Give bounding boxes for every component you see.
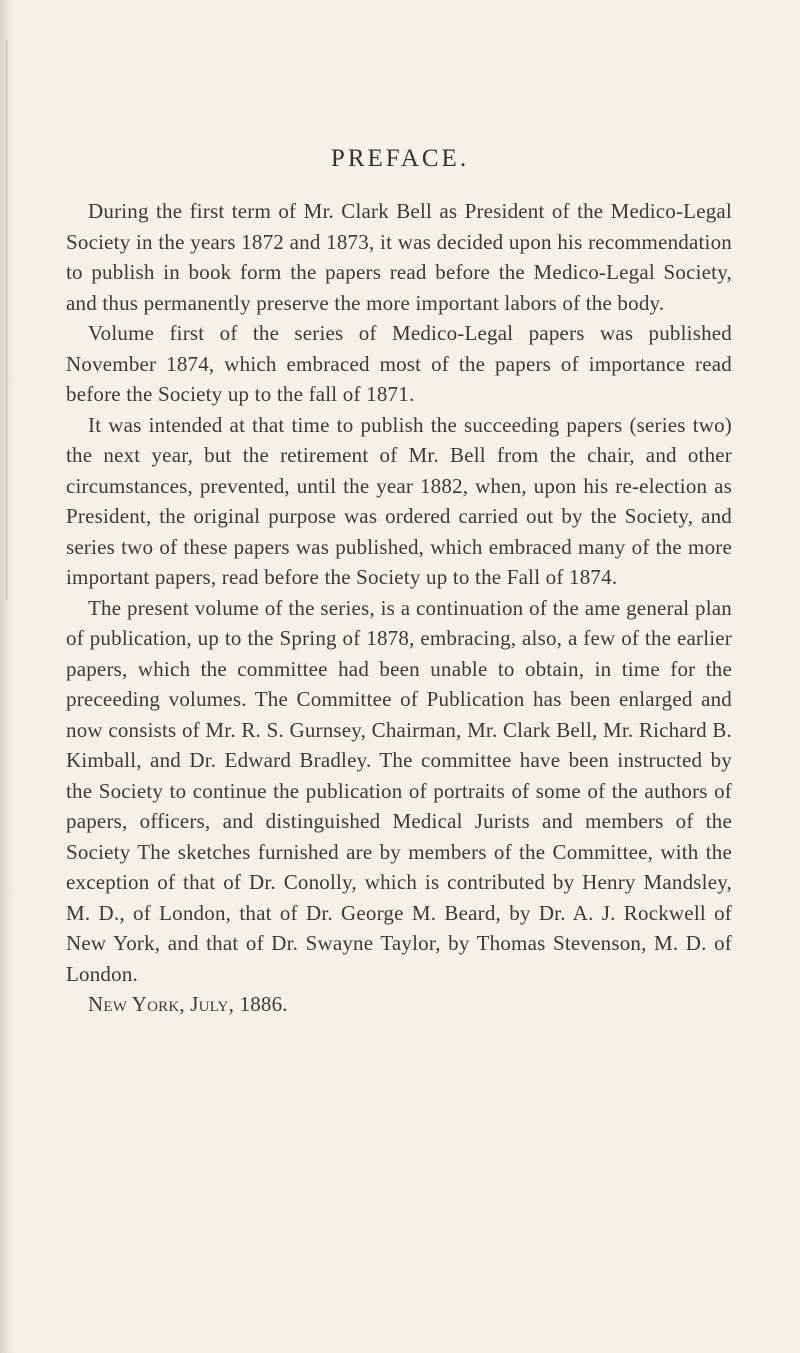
paragraph-3: It was intended at that time to publish the succeeding papers (series two) the next year, but the retirement of Mr. Bell from the chair, and other circumstances, prevented, until the year 1882, when, upon his re-election as President, the original purpose was ordered carried out by the Society, and series two of these papers was published, which embraced many of the more important papers, read before the Society up to the Fall of 1874. (66, 412, 732, 589)
preface-body (66, 196, 732, 1020)
binding-line (6, 40, 7, 600)
paragraph-2: Volume first of the series of Medico-Legal papers was published November 1874, which embraced most of the papers of importance read before the Society up to the fall of 1871. (66, 321, 732, 406)
paragraph-4: The present volume of the series, is a continuation of the ame general plan of publication, up to the Spring of 1878, embracing, also, a few of the earlier papers, which the committee had been unable to obtain, in time for the preceeding volumes. The Committee of Publication has been enlarged and now consists of Mr. R. S. Gurnsey, Chairman, Mr. Clark Bell, Mr. Richard B. Kimball, and Dr. Edward Bradley. The committee have been instructed by the Society to continue the publication of portraits of some of the authors of papers, officers, and distinguished Medical Jurists and members of the Society The sketches furnished are by members of the Committee, with the exception of that of Dr. Conolly, which is contributed by Henry Mandsley, M. D., of London, that of Dr. George M. Beard, by Dr. A. J. Rockwell of New York, and that of Dr. Swayne Taylor, by Thomas Stevenson, M. D. of London. (66, 595, 732, 986)
page-binding-edge (0, 0, 14, 1353)
paragraph-1: During the first term of Mr. Clark Bell as President of the Medico-Legal Society in the years 1872 and 1873, it was decided upon his recommendation to publish in book form the papers read before the Medico-Legal Society, and thus permanently preserve the more important labors of the body. (66, 199, 732, 315)
page-title: PREFACE. (330, 145, 470, 172)
signoff-dateline: New York, July, 1886. (88, 992, 288, 1016)
